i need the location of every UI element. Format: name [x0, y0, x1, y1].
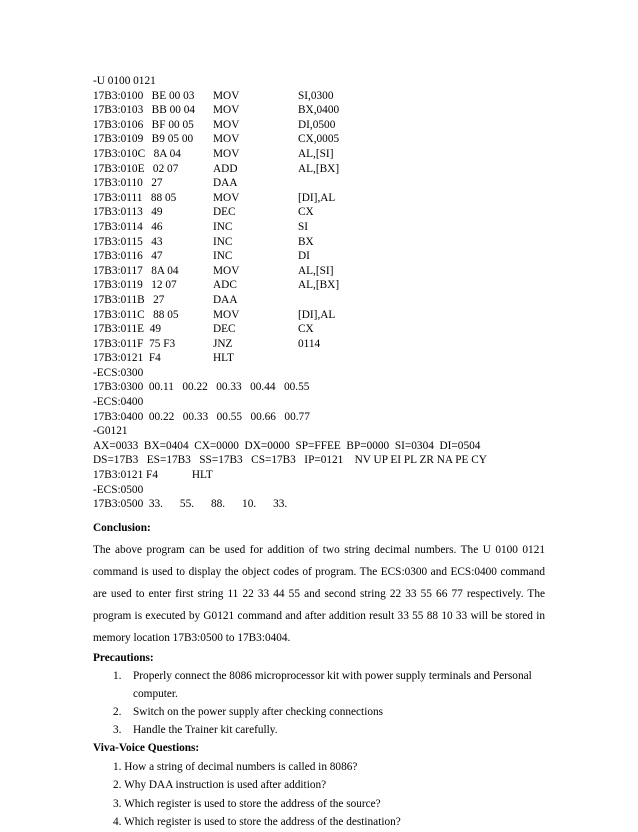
precautions-heading: Precautions: — [93, 651, 154, 664]
viva-question: 2. Why DAA instruction is used after addition? — [113, 779, 327, 792]
conclusion-text: The above program can be used for addition of two string decimal numbers. The U 0100 0121 command is used to display the object codes of program. The ECS:0300 and ECS:0400 command are used to enter first string 11 22 33 44 55 and second string 22 33 55 66 77 respectively. The program is executed by G0121 command and after addition result 33 55 88 10 33 will be stored in memory location 17B3:0500 to 17B3:0404. — [93, 543, 545, 644]
viva-question: 3. Which register is used to store the address of the source? — [113, 797, 381, 810]
code-address-bytes: 17B3:0110 27 — [93, 177, 163, 190]
code-operand: [DI],AL — [298, 191, 336, 204]
precaution-text: Switch on the power supply after checking connections — [133, 705, 384, 718]
viva-heading: Viva-Voice Questions: — [93, 741, 200, 754]
code-line — [93, 89, 545, 104]
code-address-bytes: 17B3:010C 8A 04 — [93, 147, 181, 160]
debug-output-line: 17B3:0400 00.22 00.33 00.55 00.66 00.77 — [93, 410, 310, 423]
code-address-bytes: -U 0100 0121 — [93, 75, 156, 87]
code-mnemonic: JNZ — [213, 337, 233, 350]
code-line — [93, 278, 545, 293]
code-address-bytes: 17B3:011C 88 05 — [93, 308, 179, 321]
code-mnemonic: MOV — [213, 191, 240, 204]
code-operand: AL,[BX] — [298, 162, 340, 175]
code-address-bytes: 17B3:0113 49 — [93, 206, 163, 219]
code-operand: CX,0005 — [298, 133, 340, 146]
code-mnemonic: MOV — [213, 89, 240, 102]
code-operand: BX,0400 — [298, 104, 340, 117]
code-mnemonic: MOV — [213, 104, 240, 117]
code-operand: SI,0300 — [298, 89, 334, 102]
precautions-list — [93, 667, 545, 739]
code-mnemonic: MOV — [213, 308, 240, 321]
viva-questions-list — [93, 758, 545, 832]
code-line — [93, 205, 545, 220]
code-operand: 0114 — [298, 337, 321, 350]
code-address-bytes: 17B3:0100 BE 00 03 — [93, 89, 195, 102]
conclusion-heading: Conclusion: — [93, 521, 151, 534]
debug-output-line: -ECS:0400 — [93, 396, 144, 409]
code-address-bytes: 17B3:0119 12 07 — [93, 279, 177, 292]
precaution-number: 2. — [113, 705, 122, 718]
code-address-bytes: 17B3:0106 BF 00 05 — [93, 118, 194, 131]
code-address-bytes: 17B3:0111 88 05 — [93, 191, 177, 204]
code-address-bytes: 17B3:0116 47 — [93, 250, 163, 263]
code-address-bytes: 17B3:0115 43 — [93, 235, 163, 248]
viva-question: 1. How a string of decimal numbers is called in 8086? — [113, 760, 358, 773]
debug-output-line: -ECS:0500 — [93, 483, 144, 496]
code-operand: CX — [298, 206, 314, 219]
debug-output-line: AX=0033 BX=0404 CX=0000 DX=0000 SP=FFEE BP=0000 SI=0304 DI=0504 — [93, 439, 481, 452]
code-line — [93, 293, 545, 308]
code-line — [93, 308, 545, 323]
code-line — [93, 176, 545, 191]
code-line — [93, 74, 545, 89]
code-line — [93, 132, 545, 147]
code-operand: SI — [298, 220, 309, 233]
precaution-text: Properly connect the 8086 microprocessor kit with power supply terminals and Personal computer. — [133, 669, 532, 700]
code-mnemonic: MOV — [213, 147, 240, 160]
code-mnemonic: ADC — [213, 279, 237, 292]
precaution-item — [93, 703, 545, 721]
code-line — [93, 147, 545, 162]
code-line — [93, 249, 545, 264]
code-line — [93, 191, 545, 206]
code-line — [93, 264, 545, 279]
viva-question: 4. Which register is used to store the address of the destination? — [113, 816, 401, 829]
code-mnemonic: INC — [213, 250, 233, 263]
code-address-bytes: 17B3:011B 27 — [93, 293, 165, 306]
code-mnemonic: DEC — [213, 206, 236, 219]
code-operand: BX — [298, 235, 314, 248]
precaution-item — [93, 721, 545, 739]
code-address-bytes: 17B3:010E 02 07 — [93, 162, 179, 175]
debug-output-line: 17B3:0500 33. 55. 88. 10. 33. — [93, 498, 288, 511]
code-operand: AL,[BX] — [298, 279, 340, 292]
code-address-bytes: 17B3:0117 8A 04 — [93, 264, 179, 277]
code-address-bytes: 17B3:011E 49 — [93, 323, 161, 336]
debug-output-line: DS=17B3 ES=17B3 SS=17B3 CS=17B3 IP=0121 NV UP EI PL ZR NA PE CY — [93, 454, 487, 467]
code-line — [93, 322, 545, 337]
code-mnemonic: DAA — [213, 177, 238, 190]
precaution-number: 3. — [113, 723, 122, 736]
debug-output-line: 17B3:0300 00.11 00.22 00.33 00.44 00.55 — [93, 381, 310, 394]
code-line — [93, 337, 545, 352]
code-line — [93, 220, 545, 235]
code-operand: DI,0500 — [298, 118, 336, 131]
code-mnemonic: ADD — [213, 162, 238, 175]
code-address-bytes: 17B3:011F 75 F3 — [93, 337, 176, 350]
code-mnemonic: MOV — [213, 264, 240, 277]
code-operand: AL,[SI] — [298, 147, 334, 160]
code-listing — [93, 74, 545, 512]
code-operand: CX — [298, 323, 314, 336]
code-address-bytes: 17B3:0109 B9 05 00 — [93, 133, 194, 146]
debug-output-line: -ECS:0300 — [93, 366, 144, 379]
precaution-number: 1. — [113, 669, 122, 682]
precaution-item — [93, 667, 545, 703]
code-mnemonic: INC — [213, 220, 233, 233]
code-line — [93, 103, 545, 118]
code-line — [93, 235, 545, 250]
code-address-bytes: 17B3:0103 BB 00 04 — [93, 104, 195, 117]
code-mnemonic: INC — [213, 235, 233, 248]
code-address-bytes: 17B3:0114 46 — [93, 220, 163, 233]
code-operand: DI — [298, 250, 310, 263]
code-mnemonic: MOV — [213, 133, 240, 146]
document-page — [93, 74, 545, 832]
code-mnemonic: DEC — [213, 323, 236, 336]
precaution-text: Handle the Trainer kit carefully. — [133, 723, 278, 736]
code-line — [93, 162, 545, 177]
debug-output-line: 17B3:0121 F4 HLT — [93, 469, 213, 482]
code-operand: [DI],AL — [298, 308, 336, 321]
code-address-bytes: 17B3:0121 F4 — [93, 352, 161, 365]
code-mnemonic: MOV — [213, 118, 240, 131]
code-line — [93, 118, 545, 133]
code-mnemonic: DAA — [213, 293, 238, 306]
code-line — [93, 351, 545, 366]
code-operand: AL,[SI] — [298, 264, 334, 277]
code-mnemonic: HLT — [213, 352, 234, 365]
debug-output-line: -G0121 — [93, 425, 128, 438]
